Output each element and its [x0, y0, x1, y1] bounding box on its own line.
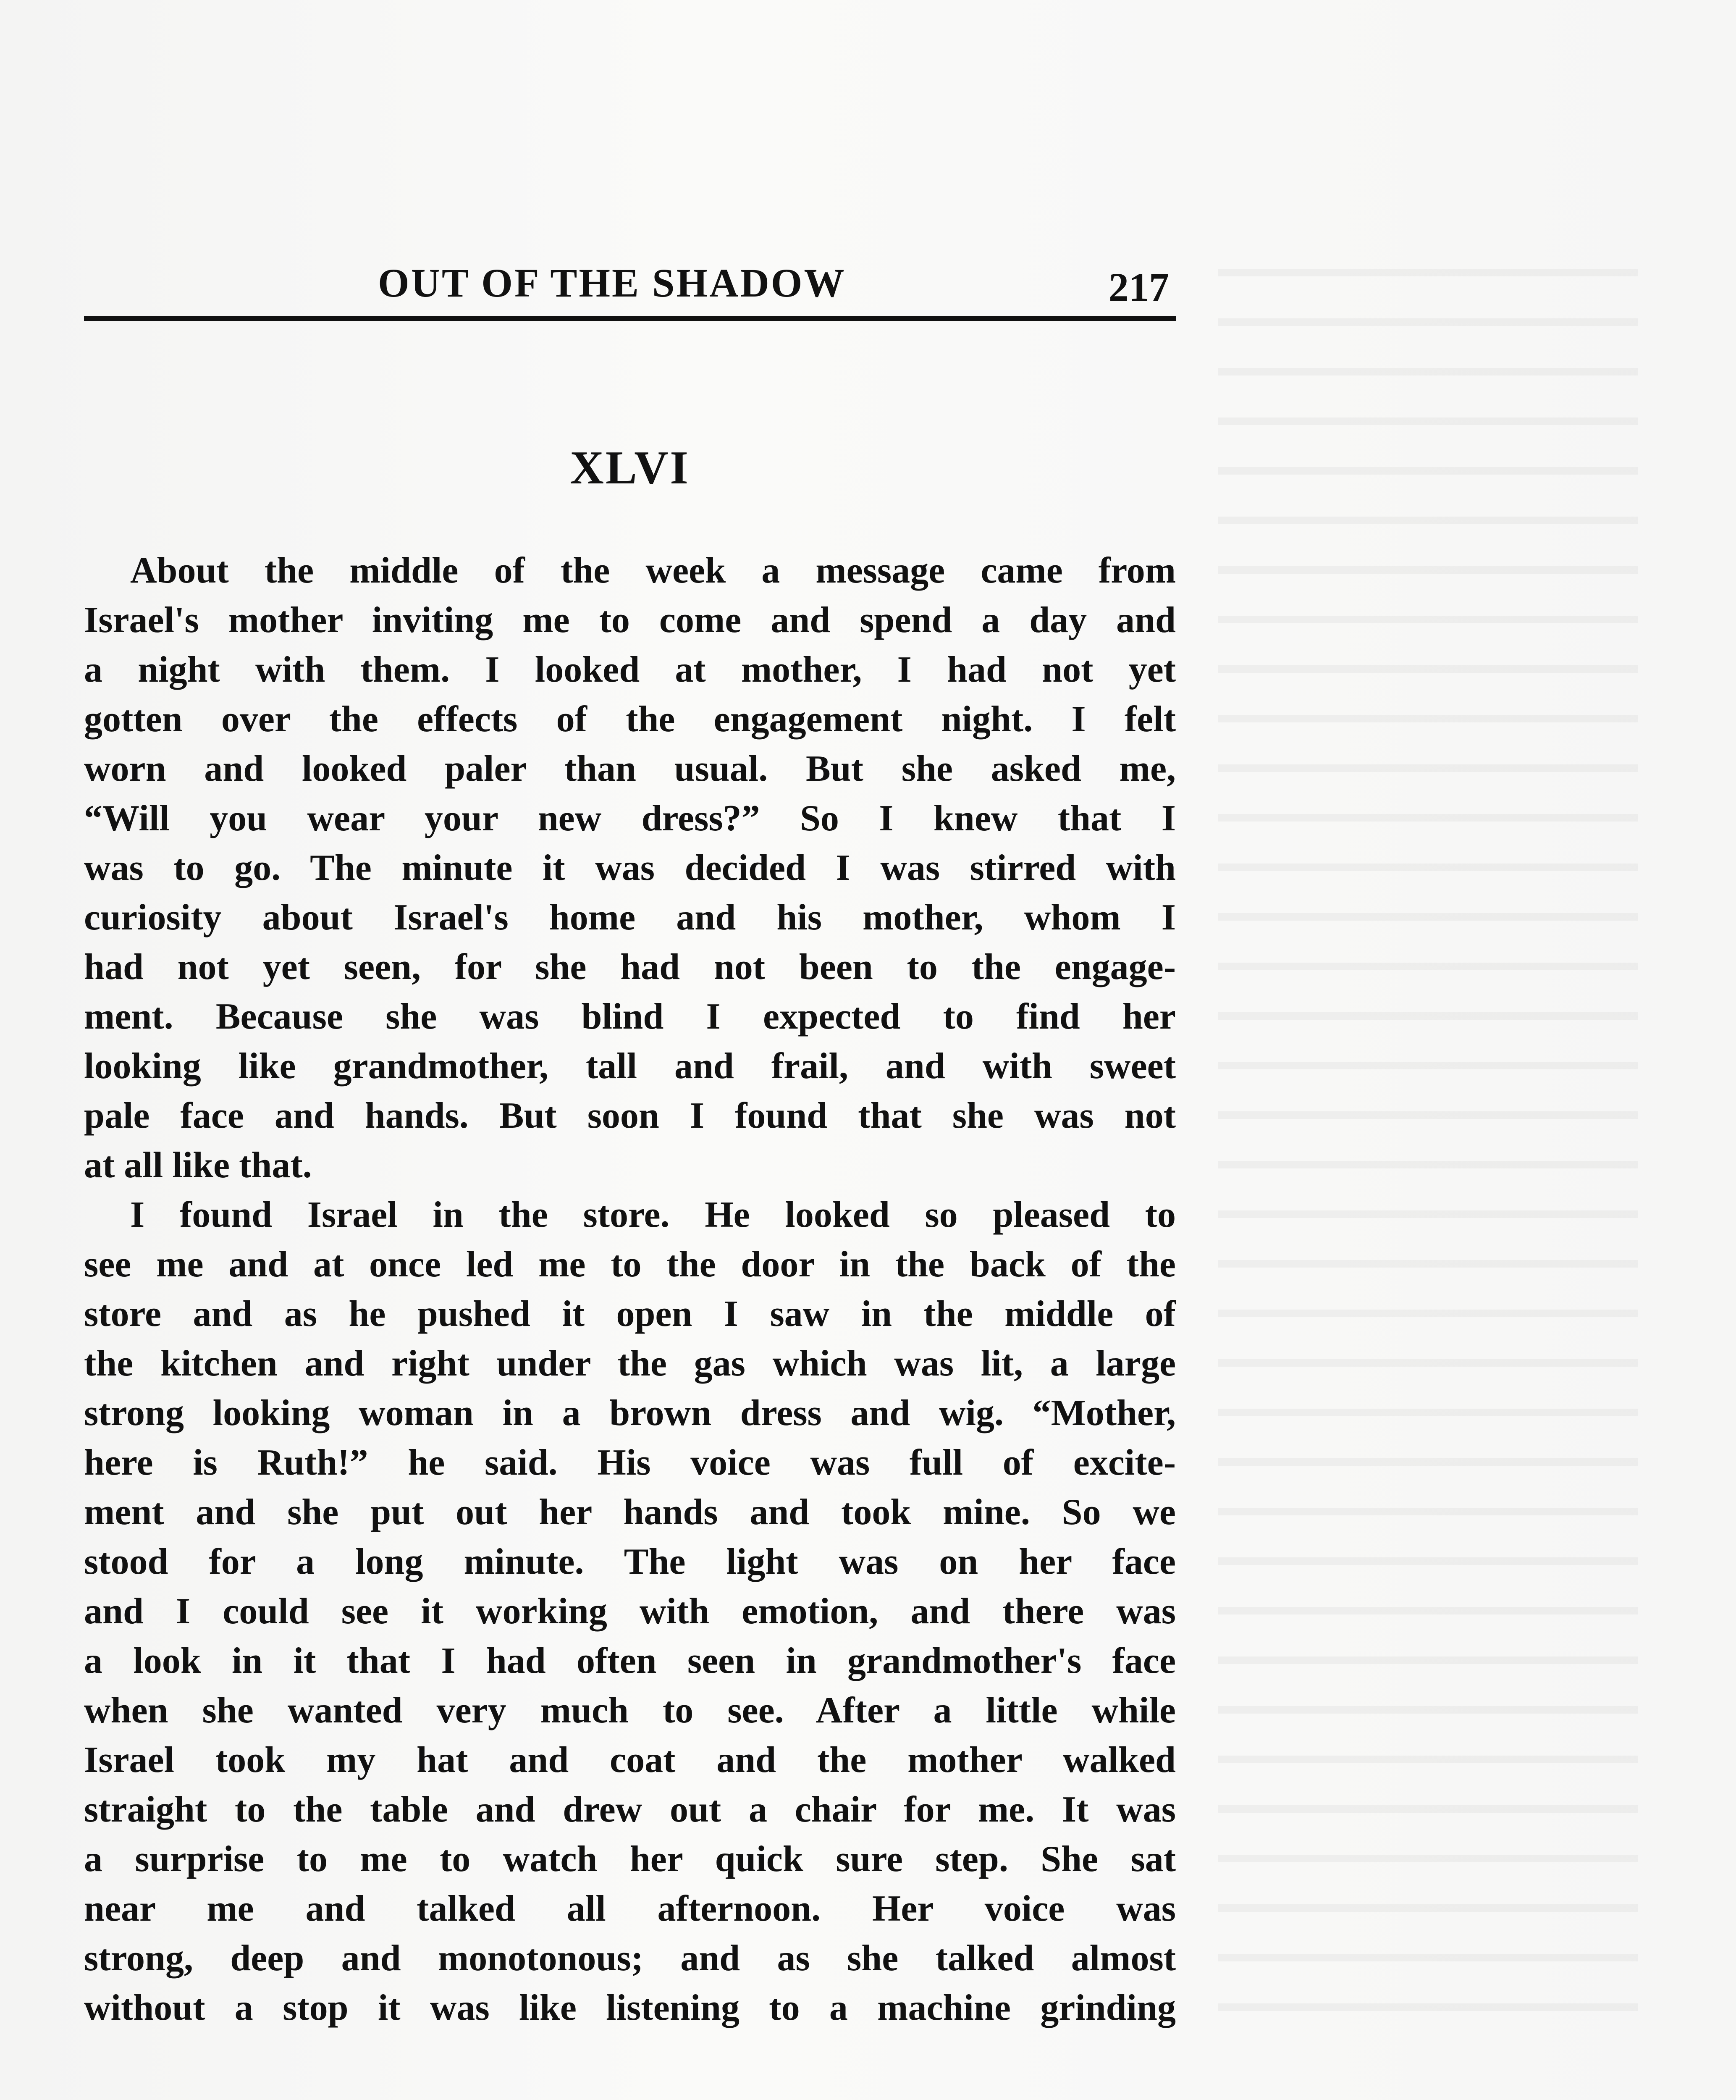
text-line: a night with them. I looked at mother, I had not yet: [84, 649, 1176, 690]
text-line: looking like grandmother, tall and frail, and with sweet: [84, 1046, 1176, 1087]
text-line: at all like that.: [84, 1145, 312, 1186]
text-line: see me and at once led me to the door in the back of the: [84, 1244, 1176, 1285]
text-line: gotten over the effects of the engagement night. I felt: [84, 699, 1176, 740]
text-line: About the middle of the week a message came from: [130, 550, 1176, 591]
text-line: straight to the table and drew out a chair for me. It was: [84, 1789, 1176, 1830]
text-line: “Will you wear your new dress?” So I knew that I: [84, 798, 1176, 839]
header-rule: [84, 316, 1176, 321]
text-line: a look in it that I had often seen in grandmother's face: [84, 1641, 1176, 1681]
text-line: a surprise to me to watch her quick sure step. She sat: [84, 1839, 1176, 1880]
text-line: near me and talked all afternoon. Her voice was: [84, 1888, 1176, 1929]
text-line: strong looking woman in a brown dress and wig. “Mother,: [84, 1393, 1176, 1433]
text-line: curiosity about Israel's home and his mother, whom I: [84, 897, 1176, 938]
text-line: pale face and hands. But soon I found that she was not: [84, 1095, 1176, 1136]
text-line: when she wanted very much to see. After a little while: [84, 1690, 1176, 1731]
running-head: [84, 252, 1176, 315]
text-line: had not yet seen, for she had not been to the engage-: [84, 947, 1176, 987]
text-line: the kitchen and right under the gas which was lit, a large: [84, 1343, 1176, 1384]
page-number: 217: [1109, 265, 1169, 310]
text-line: ment. Because she was blind I expected to find her: [84, 996, 1176, 1037]
text-line: ment and she put out her hands and took mine. So we: [84, 1492, 1176, 1533]
text-line: strong, deep and monotonous; and as she talked almost: [84, 1938, 1176, 1979]
text-line: stood for a long minute. The light was on her face: [84, 1541, 1176, 1582]
text-line: and I could see it working with emotion, and there was: [84, 1591, 1176, 1632]
text-line: store and as he pushed it open I saw in the middle of: [84, 1294, 1176, 1334]
text-line: was to go. The minute it was decided I was stirred with: [84, 848, 1176, 888]
text-line: I found Israel in the store. He looked so pleased to: [130, 1194, 1176, 1235]
text-line: worn and looked paler than usual. But she asked me,: [84, 748, 1176, 789]
running-title: OUT OF THE SHADOW: [378, 260, 846, 305]
chapter-heading: XLVI: [570, 442, 690, 494]
text-line: Israel took my hat and coat and the mother walked: [84, 1740, 1176, 1780]
show-through-text: [1218, 269, 1638, 2033]
body-text: [84, 546, 1176, 2033]
text-line: here is Ruth!” he said. His voice was full of excite-: [84, 1442, 1176, 1483]
text-line: Israel's mother inviting me to come and spend a day and: [84, 600, 1176, 640]
text-line: without a stop it was like listening to a machine grinding: [84, 1987, 1176, 2028]
